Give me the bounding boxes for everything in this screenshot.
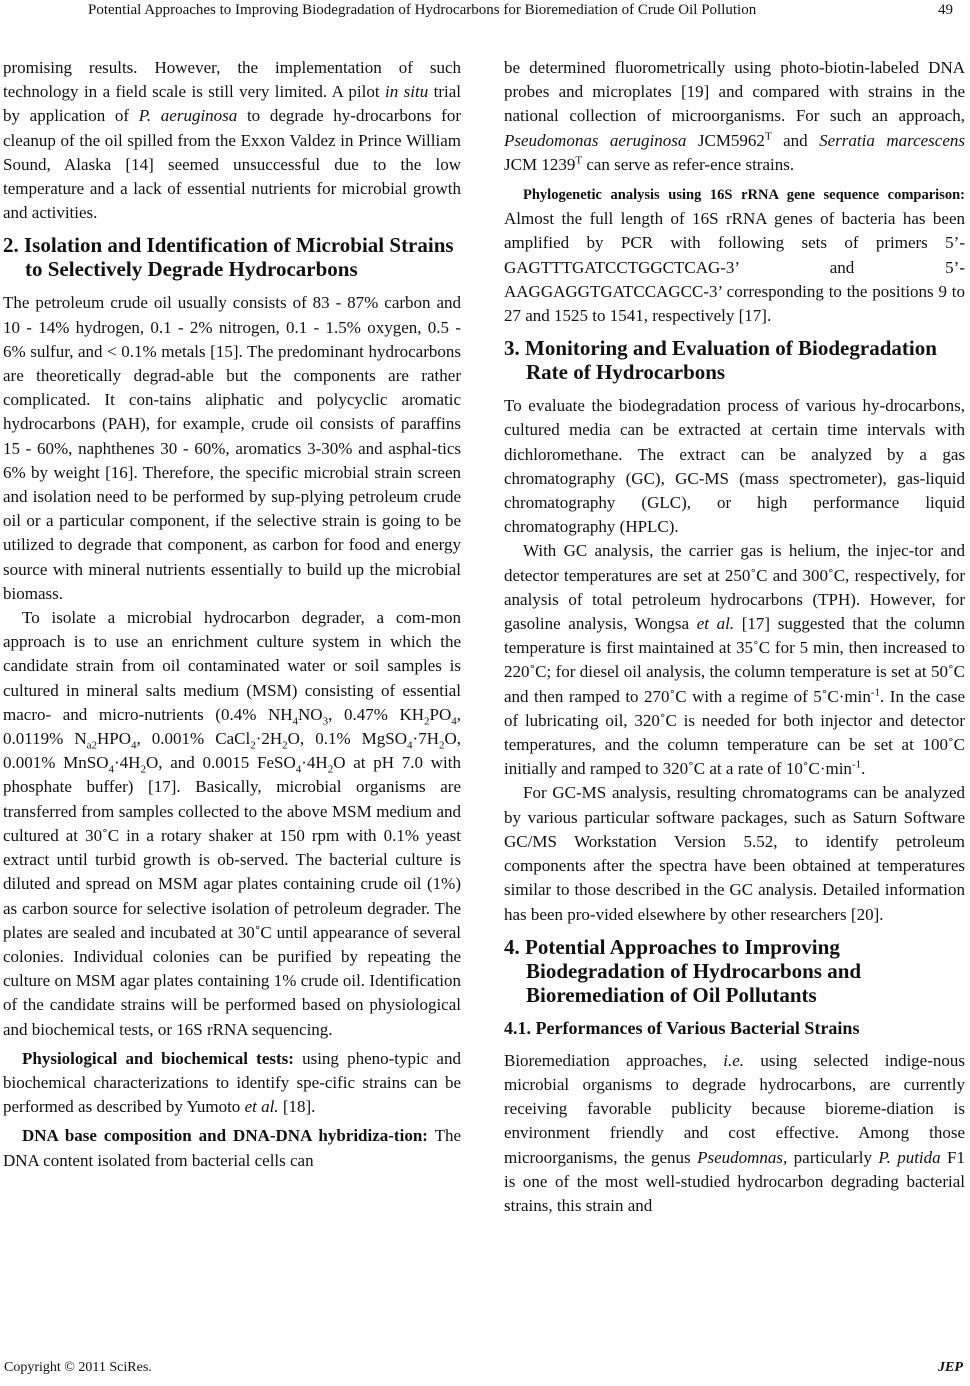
- page-number: 49: [938, 2, 953, 18]
- running-header: [0, 0, 970, 26]
- left-column: [3, 56, 461, 1173]
- paragraph: DNA base composition and DNA-DNA hybridiza-tion: The DNA content isolated from bacterial cells can: [3, 1126, 462, 1170]
- paragraph: Bioremediation approaches, i.e. using selected indige-nous microbial organisms to degrade hydrocarbons, are currently receiving favorable publicity because bioreme-diation is environment friendly and cost effective. Among those microorganisms, the genus Pseudomnas, particularly P. putida F1 is one of the most well-studied hydrocarbon degrading bacterial strains, this strain and: [504, 1050, 966, 1215]
- section-heading: 4. Potential Approaches to Improving Biodegradation of Hydrocarbons and Bioremediation of Oil Pollutants: [504, 934, 862, 1007]
- section-heading: 3. Monitoring and Evaluation of Biodegradation Rate of Hydrocarbons: [504, 336, 937, 385]
- copyright-footer: Copyright © 2011 SciRes.: [4, 1360, 152, 1375]
- running-title: Potential Approaches to Improving Biodegradation of Hydrocarbons for Bioremediation of Crude Oil Pollution: [88, 2, 757, 18]
- paragraph: With GC analysis, the carrier gas is helium, the injec-tor and detector temperatures are set at 250˚C and 300˚C, respectively, for analysis of total petroleum hydrocarbons (TPH). However, for gasoline analysis, Wongsa et al. [17] suggested that the column temperature is first maintained at 35˚C for 5 min, then increased to 220˚C; for diesel oil analysis, the column temperature is set at 50˚C and then ramped to 270˚C with a regime of $5˚C\cdot\min^{-1}$. In the case of lubricating oil, 320˚C is needed for both injector and detector temperatures, and the column temperature can be set at 100˚C initially and ramped to 320˚C at a rate of $10˚C\cdot\min^{-1}$.: [504, 541, 965, 779]
- paragraph: To evaluate the biodegradation process of various hy-drocarbons, cultured media can be extracted at certain time intervals with dichloromethane. The extract can be analyzed by a gas chromatography (GC), GC-MS (mass spectrometer), gas-liquid chromatography (GLC), or high performance liquid chromatography (HPLC).: [504, 396, 965, 537]
- paragraph: To isolate a microbial hydrocarbon degrader, a com-mon approach is to use an enrichment culture system in which the candidate strain from oil contaminated water or soil samples is cultured in mineral salts medium (MSM) consisting of essential macro- and micro-nutrients (0.4% $NH_4NO_3$, 0.47% $KH_2PO_4$, 0.0119% $N_{a2}HPO_4$, 0.001% $CaCl_2\cdot 2H_2O$, 0.1% $MgSO_4\cdot 7H_2O$, 0.001% $MnSO_4\cdot 4H_2O$, and 0.0015 $FeSO_4\cdot 4H_2O$ at pH 7.0 with phosphate buffer) [17]. Basically, microbial organisms are transferred from samples collected to the above MSM medium and cultured at 30˚C in a rotary shaker at 150 rpm with 0.1% yeast extract until turbid growth is ob-served. The bacterial culture is diluted and spread on MSM agar plates containing crude oil (1%) as carbon source for selective isolation of petroleum degrader. The plates are sealed and incubated at 30˚C until appearance of several colonies. Individual colonies can be purified by repeating the culture on MSM agar plates containing 1% crude oil. Identification of the candidate strains will be performed based on physiological and biochemical tests, or 16S rRNA sequencing.: [3, 608, 462, 1039]
- journal-abbrev: JEP: [938, 1360, 963, 1375]
- paragraph: The petroleum crude oil usually consists of 83 - 87% carbon and 10 - 14% hydrogen, 0.1 - 2% nitrogen, 0.1 - 1.5% oxygen, 0.5 - 6% sulfur, and < 0.1% metals [15]. The predominant hydrocarbons are theoretically degrad-able but the components are rather complicated. It con-tains aliphatic and polycyclic aromatic hydrocarbons (PAH), for example, crude oil consists of paraffins 15 - 60%, naphthenes 30 - 60%, aromatics 3-30% and asphal-tics 6% by weight [16]. Therefore, the specific microbial strain screen and isolation need to be performed by sup-plying petroleum crude oil or a particular component, if the selective strain is going to be utilized to degrade that component, as carbon for food and energy source with mineral nutrients essentially to build up the microbial biomass.: [3, 293, 461, 603]
- subsection-heading: 4.1. Performances of Various Bacterial Strains: [504, 1017, 860, 1038]
- paragraph: Physiological and biochemical tests: using pheno-typic and biochemical characterizations to identify spe-cific strains can be performed as described by Yumoto et al. [18].: [3, 1048, 461, 1117]
- paragraph: For GC-MS analysis, resulting chromatograms can be analyzed by various particular software packages, such as Saturn Software GC/MS Workstation Version 5.52, to identify petroleum components after the spectra have been obtained at temperatures similar to those described in the GC analysis. Detailed information has been pro-vided elsewhere by other researchers [20].: [504, 783, 965, 924]
- right-column: [504, 56, 965, 1218]
- paragraph: Phylogenetic analysis using 16S rRNA gene sequence comparison: Almost the full length of 16S rRNA genes of bacteria has been amplified by PCR with following sets of primers 5’-GAGTTTGATCCTGGCTCAG-3’ and 5’-AAGGAGGTGATCCAGCC-3’ corresponding to the positions 9 to 27 and 1525 to 1541, respectively [17].: [504, 187, 965, 326]
- paragraph: promising results. However, the implementation of such technology in a field scale is still very limited. A pilot in situ trial by application of P. aeruginosa to degrade hy-drocarbons for cleanup of the oil spilled from the Exxon Valdez in Prince William Sound, Alaska [14] seemed unsuccessful due to the low temperature and a lack of essential nutrients for microbial growth and activities.: [3, 58, 461, 223]
- section-heading: 2. Isolation and Identification of Microbial Strains to Selectively Degrade Hydrocarbons: [3, 233, 454, 282]
- paragraph: be determined fluorometrically using photo-biotin-labeled DNA probes and microplates [19] and compared with strains in the national collection of microorganisms. For such an approach, Pseudomonas aeruginosa $JCM5962^T$ and Serratia marcescens JCM $1239^T$ can serve as refer-ence strains.: [504, 58, 965, 174]
